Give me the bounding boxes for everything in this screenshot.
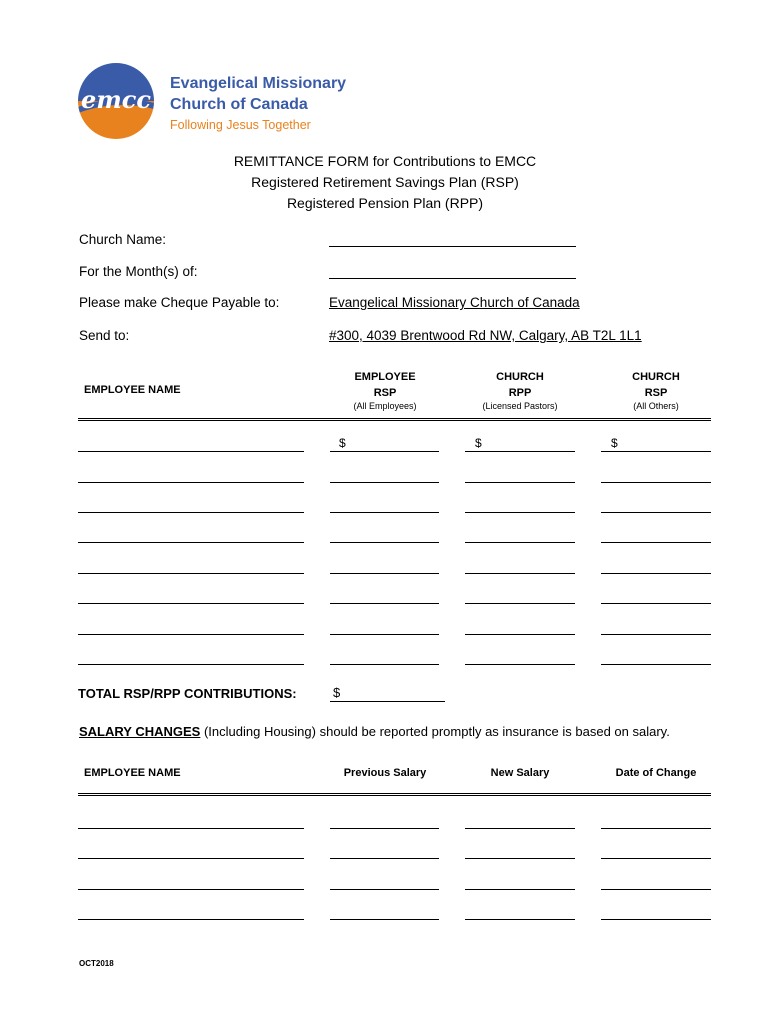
contribution-row-field-4[interactable] — [601, 451, 711, 452]
contribution-row-field-2[interactable] — [330, 634, 439, 635]
payable-label: Please make Cheque Payable to: — [79, 295, 280, 310]
contribution-row-field-1[interactable] — [78, 512, 304, 513]
salary-row-field-4[interactable] — [601, 889, 711, 890]
emcc-logo — [78, 63, 154, 139]
logo-org-line1: Evangelical Missionary — [170, 75, 347, 92]
church-name-field[interactable] — [329, 246, 576, 247]
logo-tagline: Following Jesus Together — [170, 118, 311, 132]
salary-row-field-1[interactable] — [78, 919, 304, 920]
contribution-row-field-4[interactable] — [601, 634, 711, 635]
contribution-row-field-3[interactable] — [465, 542, 575, 543]
church-name-label: Church Name: — [79, 232, 167, 247]
contribution-row-field-3[interactable] — [465, 482, 575, 483]
logo-initials: emcc — [81, 85, 151, 114]
col-header-church-rsp: CHURCH RSP — [632, 371, 680, 399]
logo-org-line2: Church of Canada — [170, 96, 308, 113]
salary-row-field-3[interactable] — [465, 889, 575, 890]
col-header-church-rpp: CHURCH RPP — [496, 371, 544, 399]
date-of-change-header: Date of Change — [615, 767, 697, 779]
contribution-row-field-1[interactable] — [78, 542, 304, 543]
salary-changes-note — [79, 724, 670, 739]
contribution-row-field-3[interactable] — [465, 664, 575, 665]
salary-row-field-2[interactable] — [330, 889, 439, 890]
salary-row-field-3[interactable] — [465, 858, 575, 859]
contribution-row-field-1[interactable] — [78, 664, 304, 665]
contribution-row-field-1[interactable] — [78, 603, 304, 604]
contribution-row-field-2[interactable] — [330, 664, 439, 665]
contribution-row-field-4[interactable] — [601, 573, 711, 574]
salary-row-field-2[interactable] — [330, 858, 439, 859]
col-header-employee-rsp: EMPLOYEE RSP — [354, 371, 416, 399]
contribution-row-field-3[interactable] — [465, 573, 575, 574]
salary-row-field-4[interactable] — [601, 858, 711, 859]
col-sub-employee-rsp: (All Employees) — [353, 401, 417, 411]
total-label: TOTAL RSP/RPP CONTRIBUTIONS: — [78, 686, 297, 701]
contribution-row-field-1[interactable] — [78, 482, 304, 483]
contribution-row-field-4[interactable] — [601, 664, 711, 665]
total-field[interactable] — [330, 701, 445, 702]
contribution-row-field-2[interactable] — [330, 603, 439, 604]
contribution-row-field-3[interactable] — [465, 512, 575, 513]
contribution-row-field-2[interactable] — [330, 451, 439, 452]
salary-row-field-1[interactable] — [78, 858, 304, 859]
contribution-row-field-4[interactable] — [601, 482, 711, 483]
contribution-row-field-3[interactable] — [465, 634, 575, 635]
form-subtitle-rsp: Registered Retirement Savings Plan (RSP) — [251, 174, 519, 190]
form-revision-date: OCT2018 — [79, 959, 114, 968]
contribution-row-field-3[interactable] — [465, 451, 575, 452]
col-sub-church-rsp: (All Others) — [633, 401, 679, 411]
total-currency: $ — [333, 685, 341, 700]
contribution-row-field-3[interactable] — [465, 603, 575, 604]
contribution-row-field-4[interactable] — [601, 512, 711, 513]
send-to-address: #300, 4039 Brentwood Rd NW, Calgary, AB T2L 1L1 — [329, 328, 642, 343]
form-title: REMITTANCE FORM for Contributions to EMCC — [233, 153, 537, 169]
salary-row-field-4[interactable] — [601, 828, 711, 829]
table-header-rule — [78, 418, 711, 421]
currency-symbol: $ — [475, 436, 482, 450]
new-salary-header: New Salary — [490, 767, 550, 779]
salary-row-field-2[interactable] — [330, 919, 439, 920]
salary-row-field-3[interactable] — [465, 828, 575, 829]
contribution-row-field-1[interactable] — [78, 451, 304, 452]
salary-changes-heading: SALARY CHANGES — [79, 724, 201, 739]
form-subtitle-rpp: Registered Pension Plan (RPP) — [286, 195, 484, 211]
contribution-row-field-2[interactable] — [330, 512, 439, 513]
contribution-row-field-2[interactable] — [330, 573, 439, 574]
salary-employee-name-header: EMPLOYEE NAME — [84, 767, 181, 779]
salary-row-field-3[interactable] — [465, 919, 575, 920]
currency-symbol: $ — [339, 436, 346, 450]
salary-row-field-1[interactable] — [78, 889, 304, 890]
salary-row-field-1[interactable] — [78, 828, 304, 829]
contribution-row-field-1[interactable] — [78, 634, 304, 635]
payable-value: Evangelical Missionary Church of Canada — [329, 295, 580, 310]
contribution-row-field-2[interactable] — [330, 482, 439, 483]
currency-symbol: $ — [611, 436, 618, 450]
contribution-row-field-1[interactable] — [78, 573, 304, 574]
salary-changes-text: (Including Housing) should be reported promptly as insurance is based on salary. — [200, 724, 670, 739]
salary-row-field-2[interactable] — [330, 828, 439, 829]
contribution-row-field-4[interactable] — [601, 542, 711, 543]
contribution-row-field-2[interactable] — [330, 542, 439, 543]
month-label: For the Month(s) of: — [79, 264, 198, 279]
employee-name-header: EMPLOYEE NAME — [84, 384, 181, 396]
previous-salary-header: Previous Salary — [343, 767, 427, 779]
month-field[interactable] — [329, 278, 576, 279]
send-to-label: Send to: — [79, 328, 130, 343]
contribution-row-field-4[interactable] — [601, 603, 711, 604]
col-sub-church-rpp: (Licensed Pastors) — [482, 401, 558, 411]
salary-header-rule — [78, 793, 711, 796]
salary-row-field-4[interactable] — [601, 919, 711, 920]
